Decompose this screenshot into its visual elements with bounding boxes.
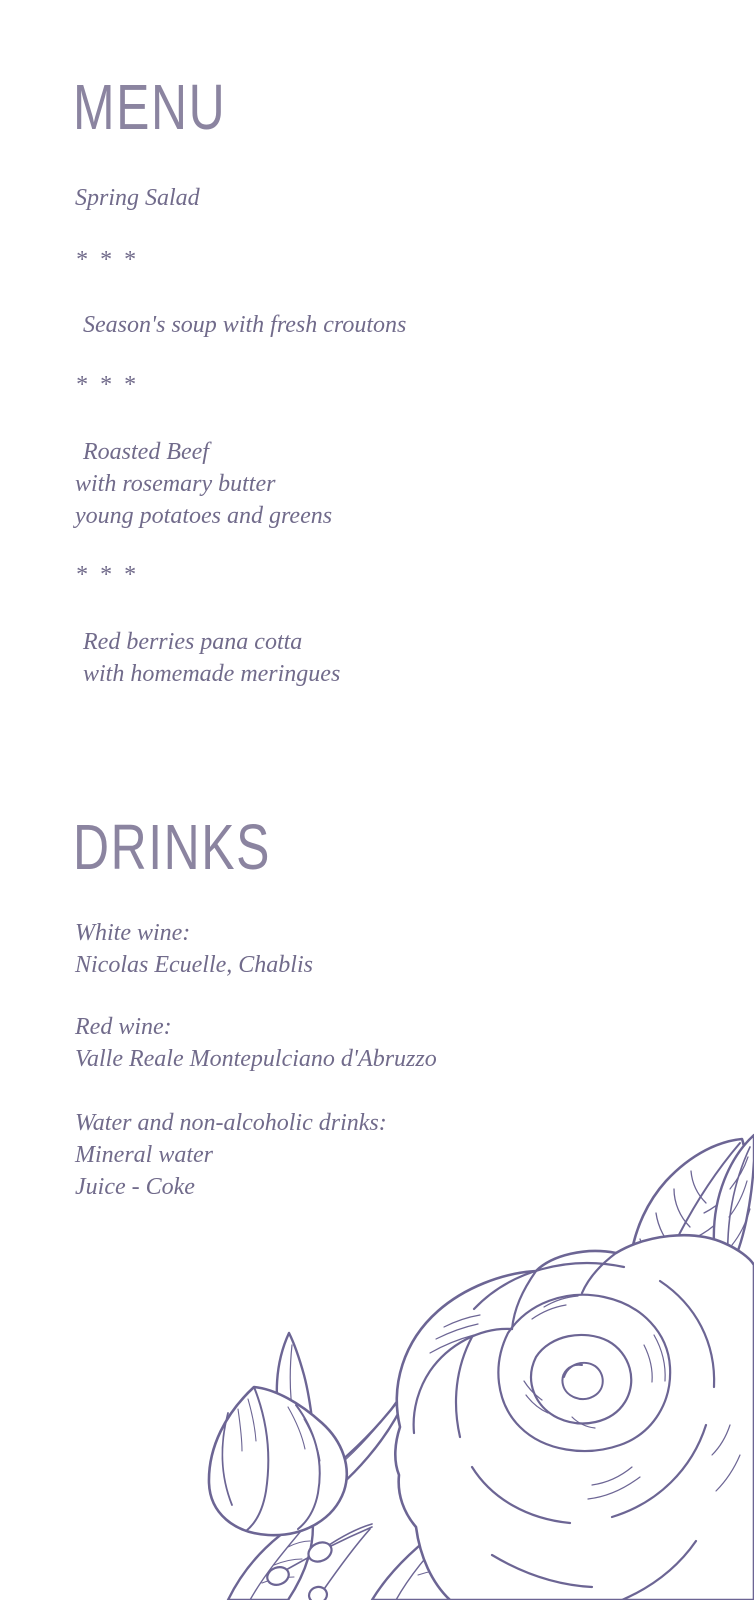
drinks-title: DRINKS bbox=[73, 811, 271, 883]
course-separator bbox=[75, 559, 138, 591]
drink-line: Water and non-alcoholic drinks: bbox=[75, 1110, 387, 1136]
separator-asterisks: * * * bbox=[75, 247, 138, 273]
drink-line: Juice - Coke bbox=[75, 1174, 195, 1200]
drink-line: Mineral water bbox=[75, 1142, 213, 1168]
drinks-white-wine bbox=[75, 917, 313, 981]
drink-line: White wine: bbox=[75, 920, 191, 946]
rose-bud bbox=[209, 1387, 347, 1535]
course-separator bbox=[75, 244, 138, 276]
course-main bbox=[75, 436, 332, 532]
course-line: with homemade meringues bbox=[83, 661, 341, 687]
drink-line: Nicolas Ecuelle, Chablis bbox=[75, 952, 313, 978]
course-line: Season's soup with fresh croutons bbox=[83, 312, 407, 338]
course-soup bbox=[75, 309, 406, 341]
course-line: Roasted Beef bbox=[83, 439, 209, 465]
course-line: Red berries pana cotta bbox=[83, 629, 303, 655]
rose-bloom bbox=[395, 1235, 754, 1600]
course-separator bbox=[75, 369, 138, 401]
menu-title: MENU bbox=[73, 71, 227, 143]
course-line: with rosemary butter bbox=[75, 471, 276, 497]
rose-flower-icon bbox=[192, 1095, 754, 1600]
separator-asterisks: * * * bbox=[75, 372, 138, 398]
separator-asterisks: * * * bbox=[75, 562, 138, 588]
course-line: young potatoes and greens bbox=[75, 503, 333, 529]
drink-line: Valle Reale Montepulciano d'Abruzzo bbox=[75, 1046, 437, 1072]
course-dessert bbox=[75, 626, 340, 690]
drinks-red-wine bbox=[75, 1011, 437, 1075]
course-line: Spring Salad bbox=[75, 185, 200, 211]
drink-line: Red wine: bbox=[75, 1014, 172, 1040]
course-starter bbox=[75, 182, 200, 214]
